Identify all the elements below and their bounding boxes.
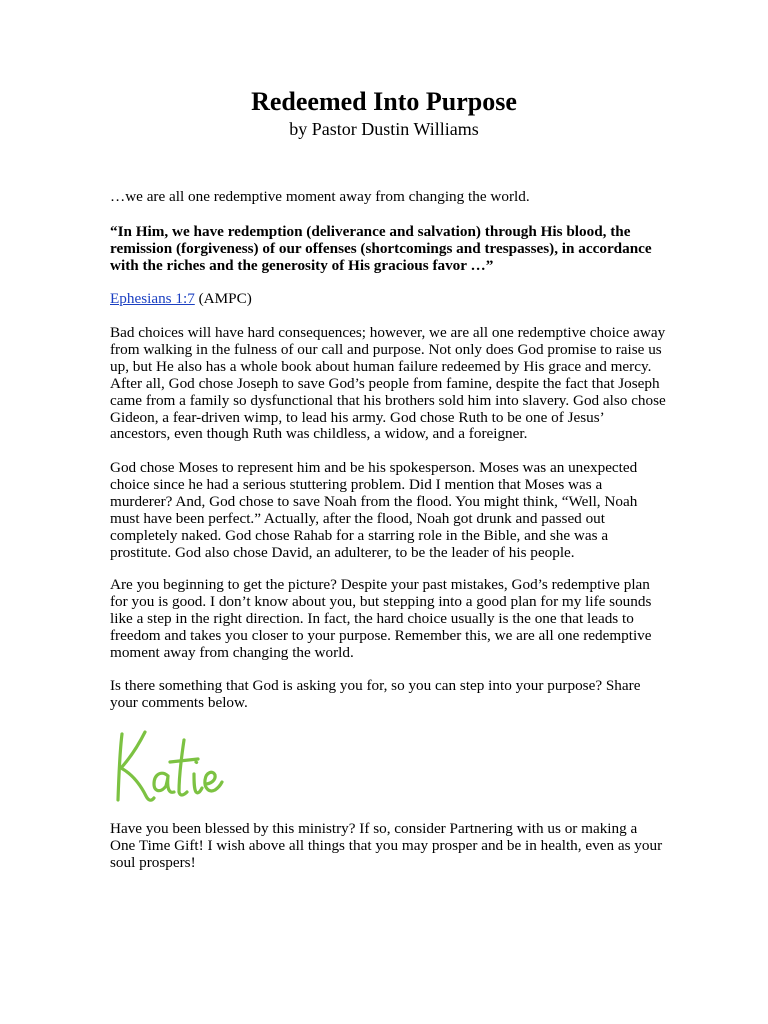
document-title: Redeemed Into Purpose [251,87,517,116]
paragraph-partnering: Have you been blessed by this ministry? If so, consider Partnering with us or making a One Time Gift! I wish above all things that you may prosper and be in health, even as your soul prospers! [110,820,663,871]
paragraph-moses: God chose Moses to represent him and be his spokesperson. Moses was an unexpected choice since he had a serious stuttering problem. Did I mention that Moses was a murderer? And, God chose to save Noah from the flood. You might think, “Well, Noah must have been perfect.” Actually, after the flood, Noah got drunk and passed out completely naked. God chose Rahab for a starring role in the Bible, and she was a prostitute. God also chose David, an adulterer, to be the leader of his people. [110,459,638,561]
author-byline: by Pastor Dustin Williams [289,119,479,139]
reference-version: (AMPC) [194,290,252,307]
paragraph-bad-choices: Bad choices will have hard consequences; however, we are all one redemptive choice away from walking in the fulness of our call and purpose. Not only does God promise to raise us up, but He also has a whole book about human failure redeemed by His grace and mercy. After all, God chose Joseph to save God’s people from famine, despite the fact that Joseph came from a family so dysfunctional that his brothers sold him into slavery. God also chose Gideon, a fear-driven wimp, to lead his army. God chose Ruth to be one of Jesus’ ancestors, even though Ruth was childless, a widow, and a foreigner. [110,324,666,443]
intro-line: …we are all one redemptive moment away from changing the world. [110,188,530,205]
scripture-reference [110,291,666,308]
paragraph-picture: Are you beginning to get the picture? Despite your past mistakes, God’s redemptive plan for you is good. I don’t know about you, but stepping into a good plan for my life sounds like a step in the right direction. In fact, the hard choice usually is the one that leads to freedom and takes you closer to your purpose. Remember this, we are all one redemptive moment away from changing the world. [110,576,652,661]
katie-signature [108,726,228,808]
paragraph-question: Is there something that God is asking you for, so you can step into your purpose? Share your comments below. [110,677,641,711]
ephesians-link[interactable]: Ephesians 1:7 [110,290,195,307]
scripture-quote: “In Him, we have redemption (deliverance and salvation) through His blood, the remission (forgiveness) of our offenses (shortcomings and trespasses), in accordance with the riches and the generosity of His gracious favor …” [110,223,652,274]
